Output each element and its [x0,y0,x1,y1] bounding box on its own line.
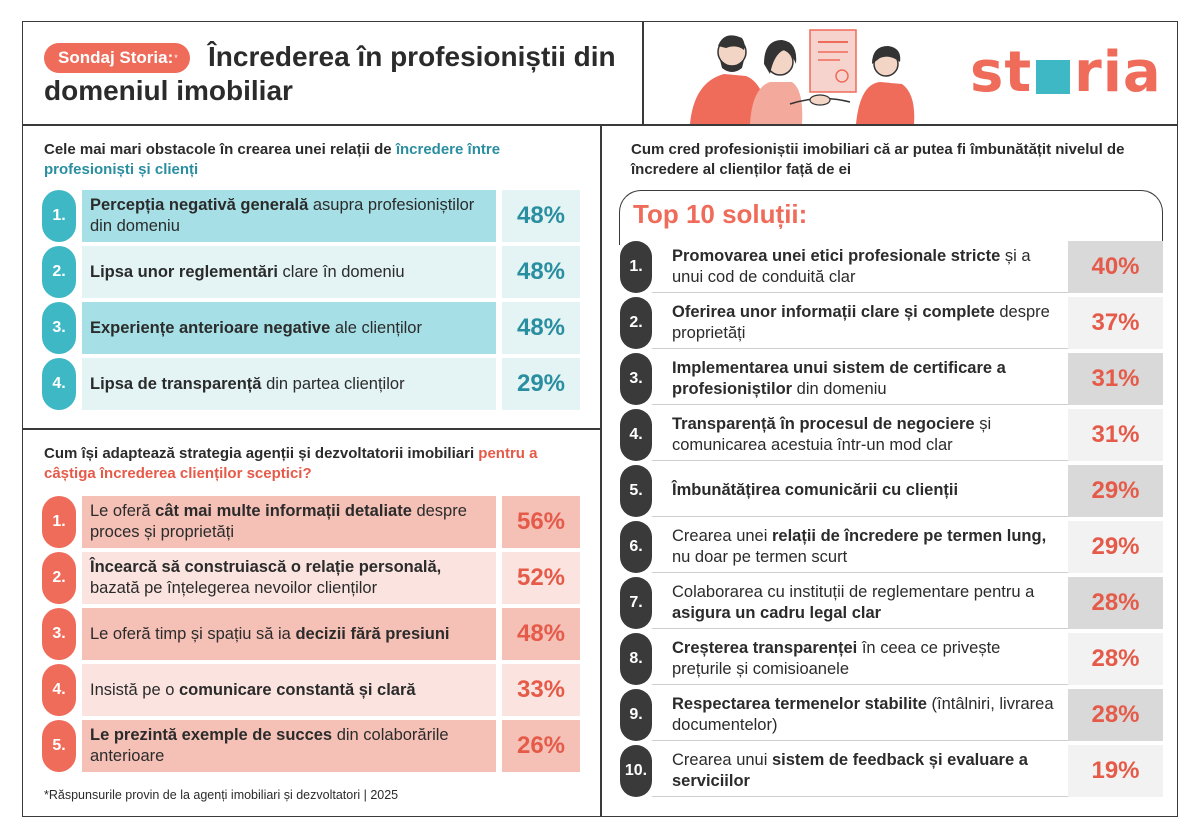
solution-row [620,465,1163,517]
obstacle-row [42,302,580,354]
obstacle-text-bold: Percepția negativă generală [90,196,309,214]
column-divider [600,124,602,817]
strategy-number: 1. [42,496,76,548]
footnote: *Răspunsurile provin de la agenți imobiliari și dezvoltatori | 2025 [44,788,399,802]
solution-text-pre: Colaborarea cu instituții de reglementare pentru a [672,582,1035,601]
strategy-percentage: 33% [502,664,580,716]
solution-row [620,297,1163,349]
strategy-row [42,664,580,716]
strategy-text [82,664,496,716]
solution-text-pre: Crearea unei [672,526,772,545]
survey-badge-mark: * [174,53,178,63]
solution-number: 8. [620,633,652,685]
solution-text [652,521,1068,573]
solution-number: 3. [620,353,652,405]
solution-row [620,689,1163,741]
obstacle-text-bold: Lipsa unor reglementări [90,262,278,281]
strategies-heading [44,444,589,484]
solution-text [652,465,1068,517]
solution-text-rest: și a unui cod de conduită clar [672,246,1031,286]
solution-number: 6. [620,521,652,573]
top10-title: Top 10 soluții: [633,199,808,229]
solution-text [652,353,1068,405]
solution-number: 7. [620,577,652,629]
strategy-text [82,496,496,548]
strategy-row [42,608,580,660]
obstacle-text-rest: asupra profesioniștilor din domeniu [90,196,475,235]
strategy-text [82,608,496,660]
survey-badge [44,43,190,73]
solution-text-rest: din domeniu [792,379,887,398]
solution-row [620,745,1163,797]
header-divider [642,21,644,125]
obstacle-text-rest: ale clienților [330,318,422,337]
solution-percentage: 29% [1068,465,1163,517]
solution-text-rest: (întâlniri, livrarea documentelor) [672,694,1054,734]
solution-text-rest: în ceea ce privește prețurile și comisioanele [672,638,1001,678]
obstacle-row [42,246,580,298]
obstacle-text-rest: clare în domeniu [277,262,405,281]
strategy-row [42,552,580,604]
solution-text [652,241,1068,293]
strategy-text-bold: cât mai multe informații detaliate [155,502,412,520]
solution-number: 2. [620,297,652,349]
page-title: Încrederea în profesioniștii din domeniul imobiliar [44,41,616,106]
obstacle-row [42,190,580,242]
strategies-heading-plain: Cum își adaptează strategia agenții și dezvoltatorii imobiliari [44,445,479,462]
strategy-text-rest: din colaborările anterioare [90,726,449,765]
solution-text [652,297,1068,349]
solution-percentage: 28% [1068,577,1163,629]
solution-text-bold: asigura un cadru legal clar [672,603,882,622]
solution-percentage: 28% [1068,633,1163,685]
obstacle-text [82,190,496,242]
solution-text [652,409,1068,461]
obstacle-percentage: 48% [502,246,580,298]
solution-text-bold: Respectarea termenelor stabilite [672,694,927,713]
solution-row [620,577,1163,629]
survey-badge-label: Sondaj Storia: [58,48,174,67]
solution-row [620,521,1163,573]
solution-number: 5. [620,465,652,517]
logo-square-o [1036,60,1070,94]
strategy-text-bold: comunicare constantă și clară [178,680,416,699]
obstacle-percentage: 48% [502,302,580,354]
solution-row [620,241,1163,293]
strategy-text [82,720,496,772]
solution-text-rest: și comunicarea acestuia într-un mod clar [672,414,992,454]
obstacles-heading-accent: încredere între profesioniști și clienți [44,141,501,178]
obstacle-text-bold: Lipsa de transparență [90,374,262,393]
strategy-row [42,496,580,548]
solutions-heading: Cum cred profesioniștii imobiliari că ar putea fi îmbunătățit nivelul de încredere al clienților față de ei [631,141,1125,178]
solution-text [652,633,1068,685]
solution-text-rest: nu doar pe termen scurt [672,547,848,566]
logo-text-end: ria [1074,39,1162,105]
solution-text-bold: Creșterea transparenței [672,638,858,657]
solution-number: 4. [620,409,652,461]
strategy-text-bold: Le prezintă exemple de succes [90,726,333,744]
solution-row [620,409,1163,461]
solution-row [620,353,1163,405]
strategy-percentage: 26% [502,720,580,772]
strategy-percentage: 56% [502,496,580,548]
solution-percentage: 19% [1068,745,1163,797]
strategy-number: 5. [42,720,76,772]
obstacle-number: 1. [42,190,76,242]
solution-percentage: 28% [1068,689,1163,741]
obstacle-text [82,246,496,298]
solution-text-rest: despre proprietăți [672,302,1050,342]
solution-text-bold: relații de încredere pe termen lung, [771,526,1047,545]
strategy-text-pre: Insistă pe o [90,680,179,699]
strategies-heading-accent: pentru a câștiga încrederea clienților sceptici? [44,445,538,482]
left-section-divider [22,428,601,430]
solution-text-bold: Implementarea unui sistem de certificare a profesioniștilor [672,358,1006,398]
solution-percentage: 40% [1068,241,1163,293]
obstacle-number: 2. [42,246,76,298]
strategy-text-rest: bazată pe înțelegerea nevoilor clienților [90,579,378,597]
obstacles-heading [44,140,584,180]
strategy-percentage: 48% [502,608,580,660]
obstacles-heading-plain: Cele mai mari obstacole în crearea unei relații de [44,141,396,158]
strategy-number: 2. [42,552,76,604]
solution-percentage: 37% [1068,297,1163,349]
strategy-percentage: 52% [502,552,580,604]
obstacle-text-rest: din partea clienților [261,374,405,393]
obstacle-number: 3. [42,302,76,354]
strategy-row [42,720,580,772]
strategy-text-rest: despre proces și proprietăți [90,502,467,541]
solution-percentage: 31% [1068,353,1163,405]
strategy-number: 3. [42,608,76,660]
solution-percentage: 29% [1068,521,1163,573]
strategy-text-pre: Le oferă [90,502,156,520]
solution-text-bold: Oferirea unor informații clare și complete [672,302,995,321]
strategy-text-pre: Le oferă timp și spațiu să ia [90,624,296,643]
solution-text [652,577,1068,629]
solution-text [652,689,1068,741]
solution-text-bold: Promovarea unei etici profesionale stricte [672,246,1001,265]
solution-text-bold: sistem de feedback și evaluare a serviciilor [672,750,1028,790]
storia-logo [970,39,1162,105]
obstacle-text [82,302,496,354]
solution-percentage: 31% [1068,409,1163,461]
solution-number: 10. [620,745,652,797]
obstacle-text [82,358,496,410]
strategy-text [82,552,496,604]
strategy-text-bold: Încearcă să construiască o relație personală, [90,558,442,576]
solution-text [652,745,1068,797]
strategy-number: 4. [42,664,76,716]
obstacle-row [42,358,580,410]
obstacle-percentage: 48% [502,190,580,242]
solution-text-pre: Crearea unui [672,750,772,769]
solution-text-bold: Îmbunătățirea comunicării cu clienții [672,481,959,499]
strategy-text-bold: decizii fără presiuni [295,624,450,643]
obstacle-percentage: 29% [502,358,580,410]
logo-text-start: st [970,39,1033,105]
people-handshake-illustration [680,24,940,124]
obstacle-number: 4. [42,358,76,410]
obstacle-text-bold: Experiențe anterioare negative [90,318,331,337]
solution-row [620,633,1163,685]
solution-text-bold: Transparență în procesul de negociere [672,414,975,433]
solution-number: 9. [620,689,652,741]
solution-number: 1. [620,241,652,293]
